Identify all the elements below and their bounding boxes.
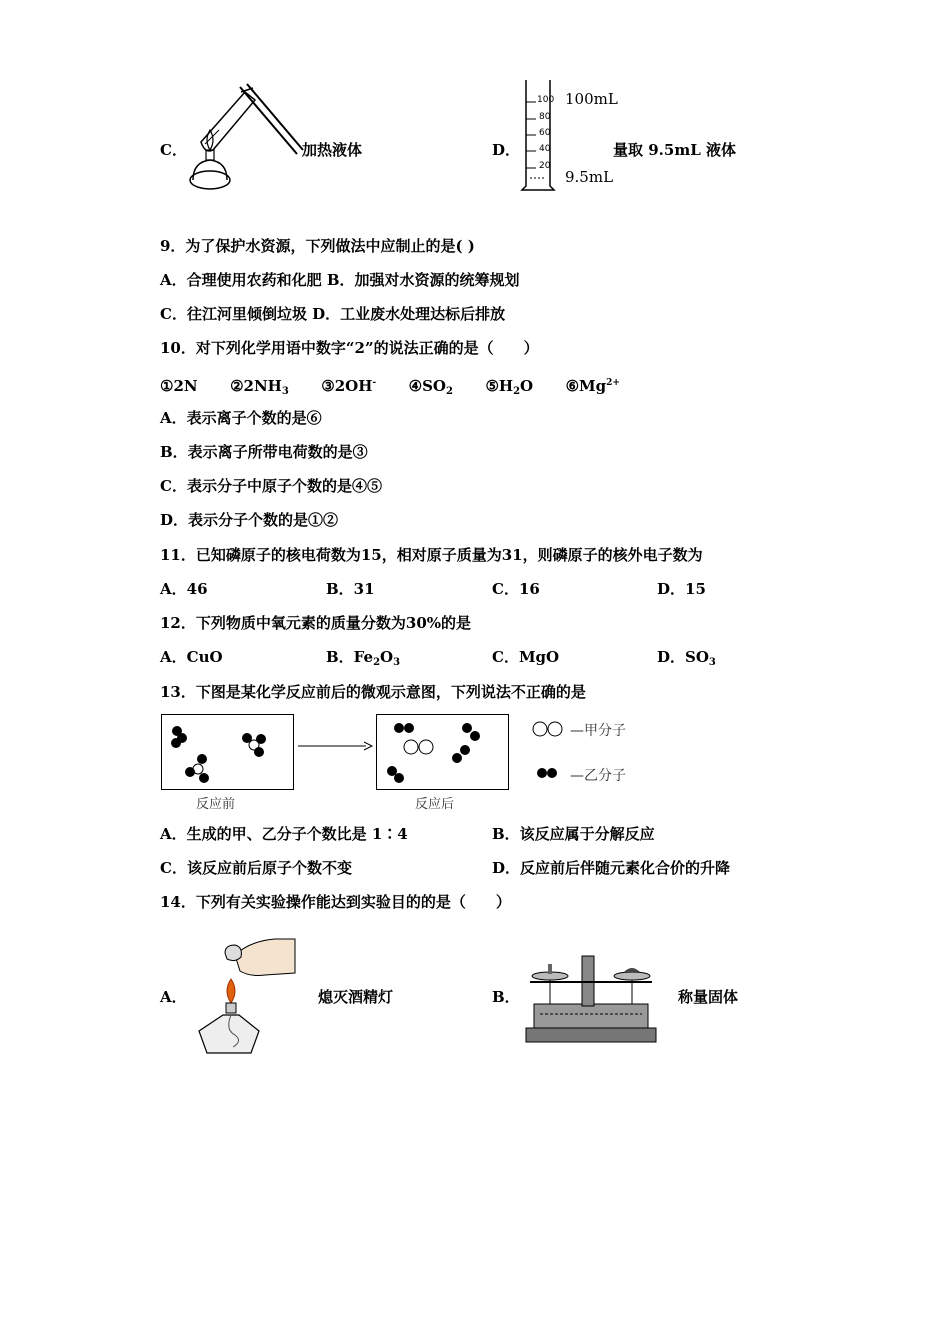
q12-option-d: D．$SO_3$ — [657, 648, 716, 668]
q13-option-a: A．生成的甲、乙分子个数比是 1∶4 — [160, 825, 408, 843]
q9-options-line-2: C．往江河里倾倒垃圾 D．工业废水处理达标后排放 — [160, 305, 506, 323]
q14-option-a-label: A． — [160, 988, 187, 1006]
q9-options-line-1: A．合理使用农药和化肥 B．加强对水资源的统筹规划 — [160, 271, 520, 289]
reaction-after-box — [376, 714, 509, 790]
formula-1: ①2N — [160, 377, 198, 395]
q13-option-c: C．该反应前后原子个数不变 — [160, 859, 352, 877]
molecule-before-2 — [242, 733, 266, 757]
molecule-before-3 — [185, 754, 209, 783]
q8-option-d-text: 量取 9.5mL 液体 — [613, 141, 736, 159]
q8-option-d-label: D． — [492, 141, 521, 159]
cyl-tick: 100 — [537, 95, 555, 105]
formula-2: $②2NH_3$ — [230, 377, 289, 397]
cyl-tick: 80 — [539, 112, 551, 122]
q14-option-a-text: 熄灭酒精灯 — [318, 988, 394, 1006]
q12-option-b: B．$Fe_2O_3$ — [326, 648, 401, 668]
q10-option-c: C．表示分子中原子个数的是④⑤ — [160, 477, 382, 495]
q11-option-c: C．16 — [492, 580, 540, 598]
formula-4: $④SO_2$ — [408, 377, 453, 397]
cylinder-bottom-label: 9.5mL — [565, 168, 614, 186]
q11-option-d: D．15 — [657, 580, 706, 598]
molecule-after-jia — [404, 740, 433, 754]
molecule-after-1 — [394, 723, 414, 733]
cyl-tick: 40 — [539, 144, 551, 154]
after-label: 反应后 — [415, 797, 455, 812]
q10-stem: 10．对下列化学用语中数字“2”的说法正确的是（ ） — [160, 339, 539, 357]
heating-liquid-figure — [185, 82, 305, 194]
q11-stem: 11．已知磷原子的核电荷数为15，相对原子质量为31，则磷原子的核外电子数为 — [160, 546, 703, 564]
q13-option-b: B．该反应属于分解反应 — [492, 825, 655, 843]
reaction-arrow — [298, 740, 374, 752]
before-label: 反应前 — [196, 797, 236, 812]
q10-option-a: A．表示离子个数的是⑥ — [160, 409, 322, 427]
q10-option-d: D．表示分子个数的是①② — [160, 511, 339, 529]
q14-option-b-text: 称量固体 — [678, 988, 739, 1006]
molecule-after-4 — [387, 766, 404, 783]
q12-option-a: A．CuO — [160, 648, 223, 666]
q9-stem: 9．为了保护水资源，下列做法中应制止的是( ) — [160, 237, 475, 255]
q10-formulas — [160, 374, 620, 401]
q12-option-c: C．MgO — [492, 648, 560, 666]
q8-option-c-label: C． — [160, 141, 187, 159]
molecule-after-2 — [462, 723, 480, 741]
formula-6: $⑥Mg^{2+}$ — [565, 377, 620, 395]
legend-jia: —甲分子 — [570, 723, 626, 739]
legend-yi: —乙分子 — [570, 768, 626, 784]
q11-option-b: B．31 — [326, 580, 375, 598]
reaction-before-box — [161, 714, 294, 790]
extinguish-lamp-figure — [195, 935, 300, 1057]
q14-option-b-label: B． — [492, 988, 520, 1006]
q8-option-c-text: 加热液体 — [302, 141, 363, 159]
q13-option-d: D．反应前后伴随元素化合价的升降 — [492, 859, 731, 877]
q14-stem: 14．下列有关实验操作能达到实验目的的是（ ） — [160, 893, 511, 911]
formula-5: $⑤H_2O$ — [485, 377, 534, 397]
cyl-tick: 60 — [539, 128, 551, 138]
molecule-after-3 — [452, 745, 470, 763]
molecule-before-1 — [171, 726, 187, 748]
q10-option-b: B．表示离子所带电荷数的是③ — [160, 443, 368, 461]
balance-figure — [520, 952, 662, 1046]
q11-option-a: A．46 — [160, 580, 208, 598]
q13-stem: 13．下图是某化学反应前后的微观示意图，下列说法不正确的是 — [160, 683, 586, 701]
legend-symbols — [530, 720, 570, 782]
cylinder-top-label: 100mL — [565, 90, 618, 108]
formula-3: ③2OH- — [321, 377, 377, 395]
cyl-tick: 20 — [539, 161, 551, 171]
graduated-cylinder-figure — [520, 78, 556, 194]
q12-stem: 12．下列物质中氧元素的质量分数为30%的是 — [160, 614, 472, 632]
